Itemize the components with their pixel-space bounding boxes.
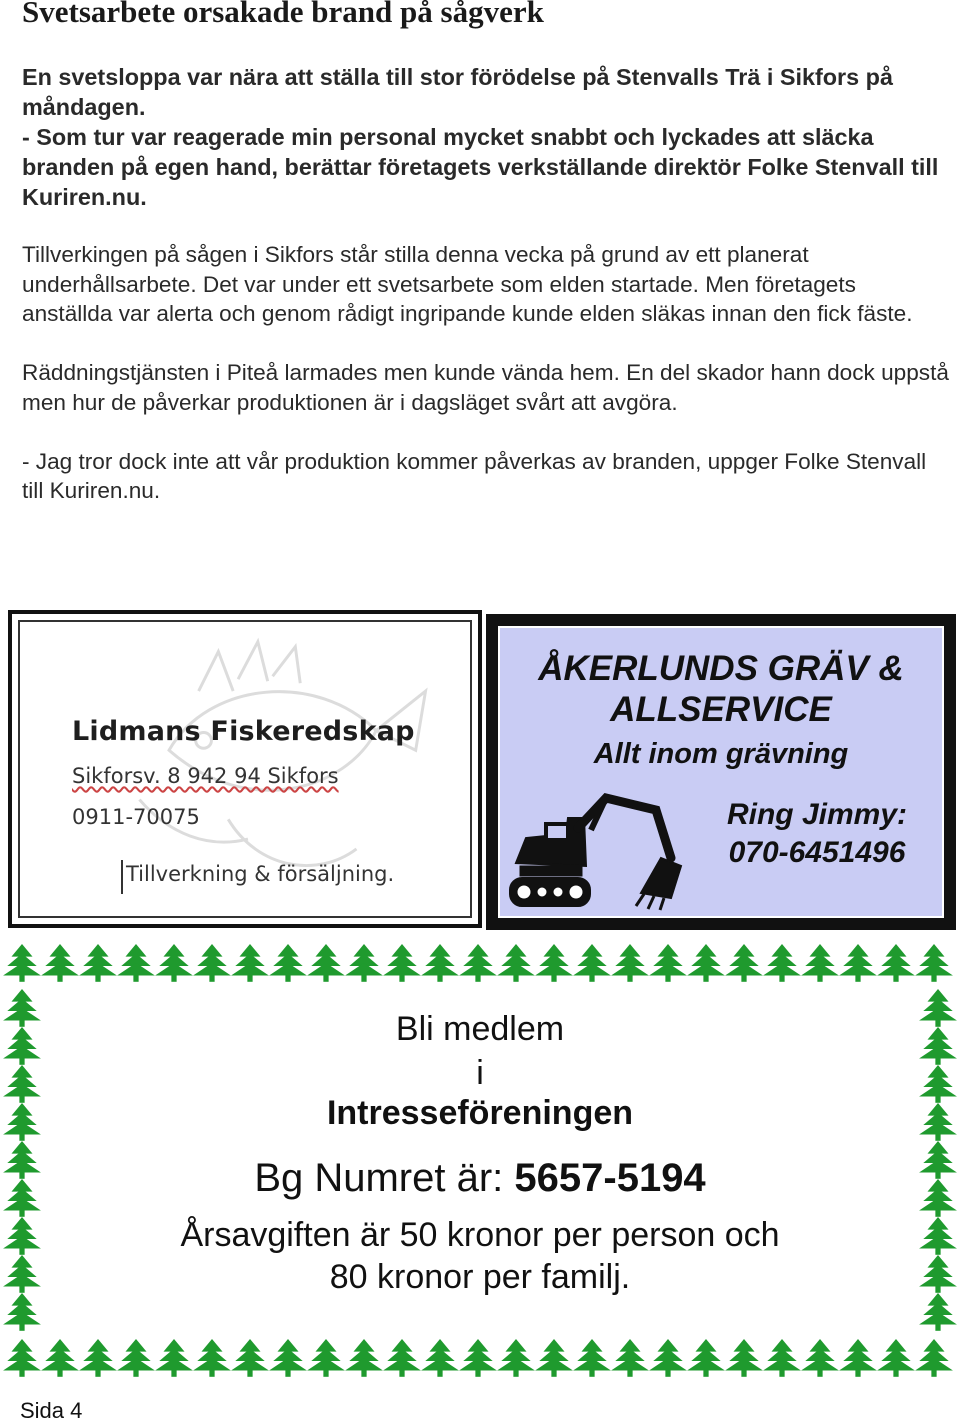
tree-icon [763,944,801,982]
ad-address-text: Sikforsv. 8 942 94 Sikfors [72,764,339,788]
organization-name: Intresseföreningen [326,1094,634,1132]
tree-icon [269,1339,307,1377]
ad-lidmans-fiskeredskap [8,610,482,928]
ad-akerlunds-grav [486,614,956,930]
tree-icon [459,1339,497,1377]
ad-phone: 0911-70075 [72,805,200,829]
tree-icon [725,944,763,982]
tree-icon [231,944,269,982]
tree-icon [383,944,421,982]
ad-panel [498,626,944,918]
text-cursor [121,860,123,894]
body-paragraph: - Jag tror dock inte att vår produktion kommer påverkas av branden, uppger Folke Stenvall till Kuriren.nu. [22,448,927,503]
tree-icon [915,944,953,982]
body-paragraph: Tillverkingen på sågen i Sikfors står stilla denna vecka på grund av ett planerat underhållsarbete. Det var under ett svetsarbete som elden startade. Men företagets anställda var alerta och genom rådigt ingripande kunde elden släkas innan den fick fäste. [22,242,913,326]
tree-icon [3,1293,41,1331]
ad-frame [18,620,472,918]
tree-icon [801,944,839,982]
bankgiro-value: 5657-5194 [514,1156,706,1200]
tree-icon [79,944,117,982]
ad-title [500,648,942,730]
ad-tagline: Allt inom grävning [593,738,849,770]
tree-icon [269,944,307,982]
tree-icon [155,1339,193,1377]
tree-icon [231,1339,269,1377]
lead-paragraph: - Som tur var reagerade min personal mycket snabbt och lyckades att släcka branden på egen hand, berättar företagets verkställande direktör Folke Stenvall till Kuriren.nu. [22,124,939,210]
tree-icon [459,944,497,982]
tree-icon [915,1339,953,1377]
tree-icon [725,1339,763,1377]
tree-icon [383,1339,421,1377]
tree-icon [345,944,383,982]
tree-icon [839,944,877,982]
tree-icon [573,1339,611,1377]
tree-icon [193,944,231,982]
membership-line: Bli medlem [395,1010,565,1048]
ad-title-line: ALLSERVICE [610,690,832,729]
membership-line: i [476,1054,484,1092]
ad-business-name: Lidmans Fiskeredskap [72,716,415,747]
article-headline: Svetsarbete orsakade brand på sågverk [22,0,544,29]
tree-icon [117,1339,155,1377]
ad-contact [712,796,922,872]
tree-icon [877,1339,915,1377]
tree-icon [79,1339,117,1377]
ad-tagline: Tillverkning & försäljning. [126,862,395,886]
bankgiro-number [0,1156,960,1201]
tree-icon [117,944,155,982]
tree-icon [497,1339,535,1377]
article-lead [22,62,952,212]
tree-icon [193,1339,231,1377]
tree-icon [839,1339,877,1377]
article-body [22,240,952,535]
tree-icon [3,944,41,982]
tree-icon [877,944,915,982]
tree-icon [573,944,611,982]
membership-fee: 80 kronor per familj. [329,1258,631,1296]
tree-icon [649,944,687,982]
ad-ring-label: Ring Jimmy: [726,798,908,831]
tree-icon [611,1339,649,1377]
tree-icon [535,944,573,982]
ad-address [72,764,339,788]
tree-icon [649,1339,687,1377]
tree-icon [3,1339,41,1377]
tree-icon [307,1339,345,1377]
tree-icon [535,1339,573,1377]
tree-icon [611,944,649,982]
tree-icon [155,944,193,982]
tree-icon [763,1339,801,1377]
lead-paragraph: En svetsloppa var nära att ställa till stor förödelse på Stenvalls Trä i Sikfors på måndagen. [22,64,893,120]
tree-icon [687,1339,725,1377]
tree-icon [919,1293,957,1331]
tree-icon [421,1339,459,1377]
membership-fee: Årsavgiften är 50 kronor per person och [180,1216,780,1254]
tree-icon [497,944,535,982]
tree-icon [801,1339,839,1377]
tree-icon [421,944,459,982]
tree-icon [345,1339,383,1377]
membership-notice [0,940,960,1385]
body-paragraph: Räddningstjänsten i Piteå larmades men kunde vända hem. En del skador hann dock uppstå men hur de påverkar produktionen är i dagsläget svårt att avgöra. [22,360,949,415]
ad-title-line: ÅKERLUNDS GRÄV & [538,649,904,688]
tree-icon [41,1339,79,1377]
bankgiro-label: Bg Numret är: [254,1156,515,1200]
tree-icon [41,944,79,982]
tree-icon [307,944,345,982]
ad-phone: 070-6451496 [728,836,906,869]
tree-icon [687,944,725,982]
page-number: Sida 4 [20,1398,83,1423]
excavator-icon [506,788,706,918]
